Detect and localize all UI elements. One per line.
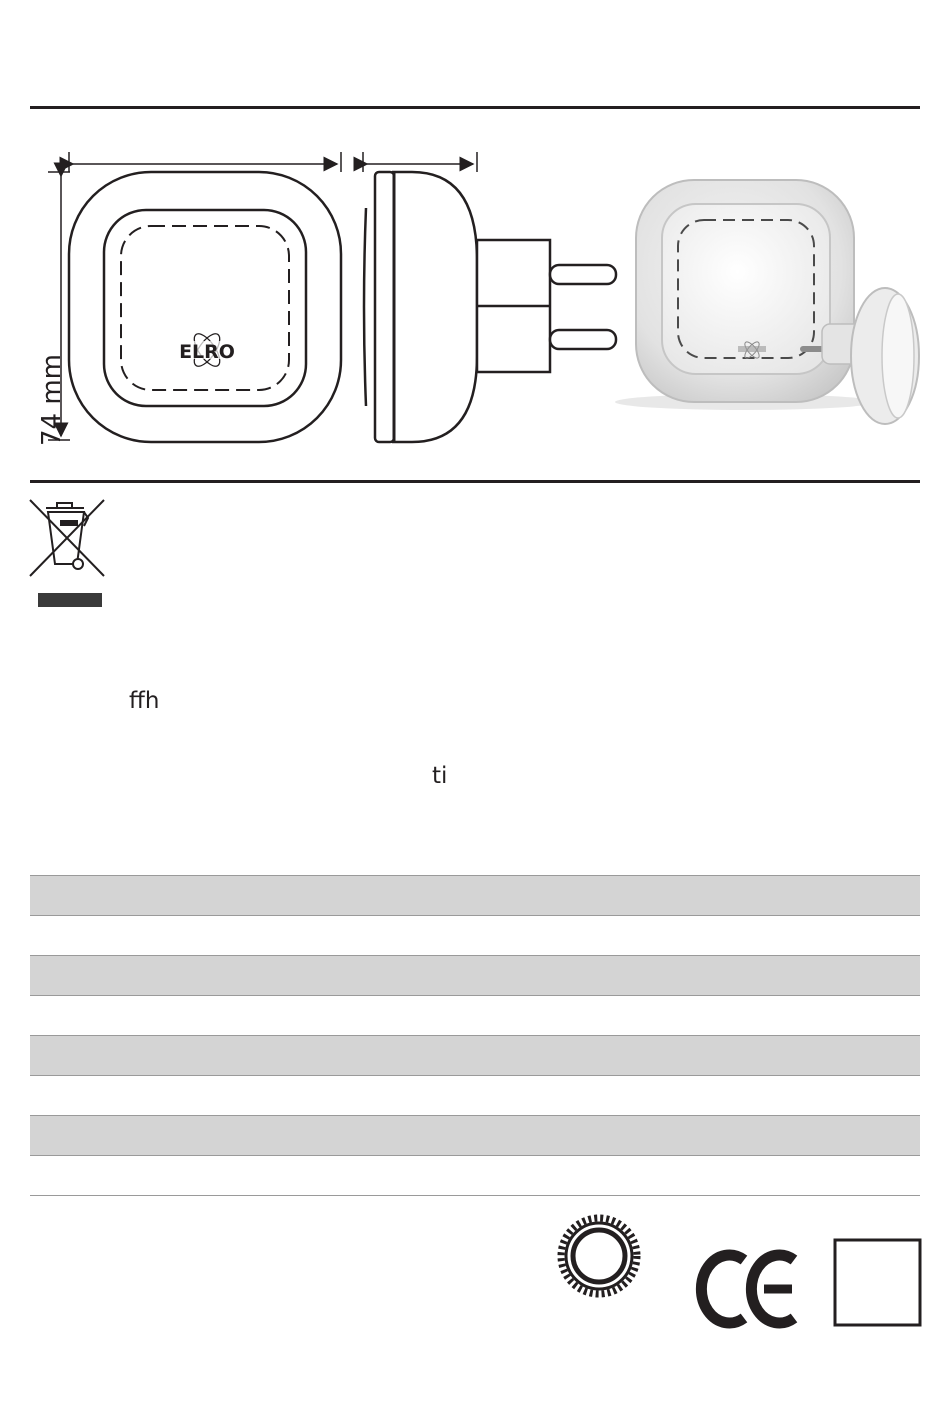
product-drawing	[0, 110, 950, 480]
top-rule	[30, 106, 920, 109]
table-row	[30, 996, 920, 1036]
ce-mark-icon	[701, 1255, 794, 1323]
certification-marks	[550, 1210, 930, 1340]
table-row	[30, 875, 920, 916]
text-fragment-ti: ti	[432, 763, 448, 789]
table-row	[30, 1036, 920, 1076]
elro-logo-text: ELRO	[179, 341, 235, 363]
table-row	[30, 1076, 920, 1116]
table-row	[30, 956, 920, 996]
side-view	[364, 172, 616, 442]
table-row	[30, 1116, 920, 1156]
empty-box	[835, 1240, 920, 1325]
text-fragment-ffh: ffh	[129, 688, 160, 714]
table-row	[30, 916, 920, 956]
product-figure	[0, 110, 950, 480]
middle-rule	[30, 480, 920, 483]
table-row	[30, 1156, 920, 1196]
serrated-seal-icon	[561, 1218, 637, 1294]
product-photo	[615, 180, 919, 424]
front-view	[69, 172, 341, 442]
spec-table	[30, 875, 920, 1196]
height-dimension-label: 74 mm	[37, 353, 67, 446]
weee-disposal-icon	[26, 498, 110, 610]
